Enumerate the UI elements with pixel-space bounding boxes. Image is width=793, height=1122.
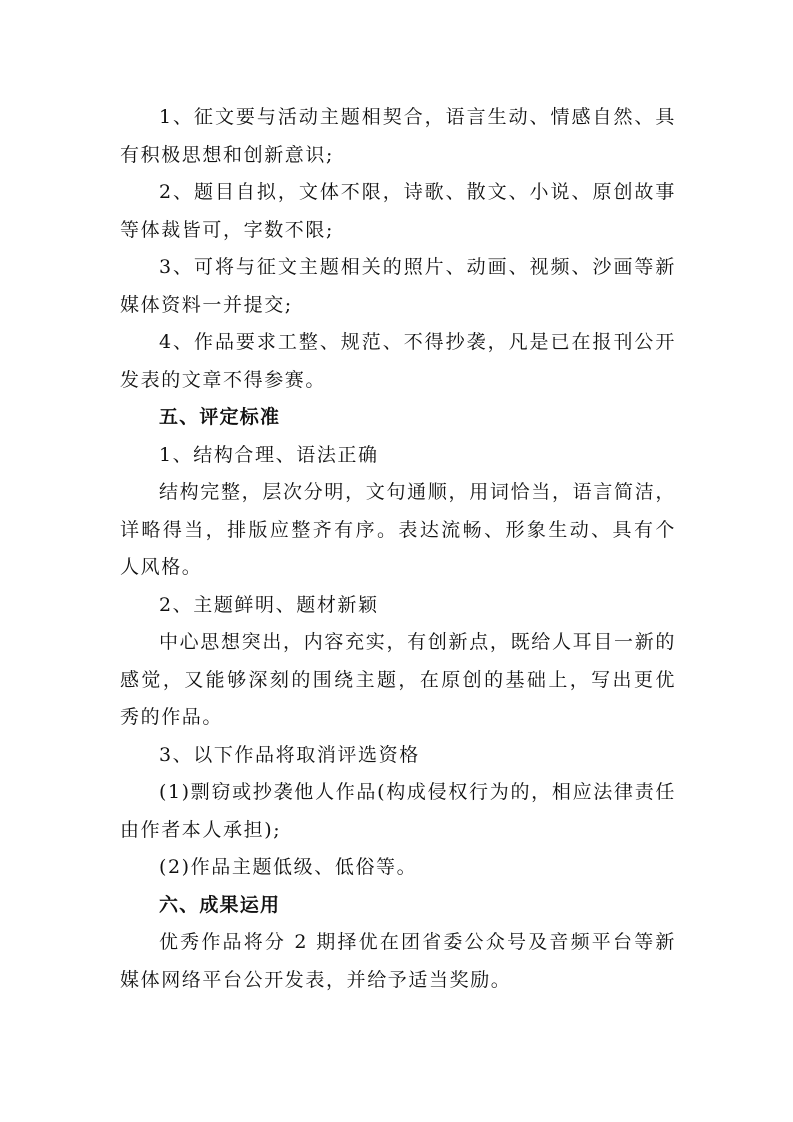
disqualification-2: (2)作品主题低级、低俗等。 xyxy=(158,856,418,878)
disqualification-1: (1)剽窃或抄袭他人作品(构成侵权行为的，相应法律责任由作者本人承担); xyxy=(120,781,676,841)
criterion-1-body: 结构完整，层次分明，文句通顺，用词恰当，语言简洁，详略得当，排版应整齐有序。表达流畅、形象生动、具有个人风格。 xyxy=(120,481,676,578)
section-heading-results: 六、成果运用 xyxy=(158,893,281,916)
requirement-2: 2、题目自拟，文体不限，诗歌、散文、小说、原创故事等体裁皆可，字数不限; xyxy=(120,181,676,241)
requirement-4: 4、作品要求工整、规范、不得抄袭，凡是已在报刊公开发表的文章不得参赛。 xyxy=(120,331,676,391)
document-page xyxy=(120,99,676,999)
section-heading-evaluation: 五、评定标准 xyxy=(158,406,281,428)
criterion-2-body: 中心思想突出，内容充实，有创新点，既给人耳目一新的感觉，又能够深刻的围绕主题，在原创的基础上，写出更优秀的作品。 xyxy=(120,631,676,728)
requirement-1: 1、征文要与活动主题相契合，语言生动、情感自然、具有积极思想和创新意识; xyxy=(120,106,676,166)
results-body: 优秀作品将分 2 期择优在团省委公众号及音频平台等新媒体网络平台公开发表，并给予适当奖励。 xyxy=(120,931,676,991)
criterion-2-title: 2、主题鲜明、题材新颖 xyxy=(158,593,379,616)
criterion-3-title: 3、以下作品将取消评选资格 xyxy=(158,743,420,766)
requirement-3: 3、可将与征文主题相关的照片、动画、视频、沙画等新媒体资料一并提交; xyxy=(120,256,676,316)
criterion-1-title: 1、结构合理、语法正确 xyxy=(158,443,379,466)
